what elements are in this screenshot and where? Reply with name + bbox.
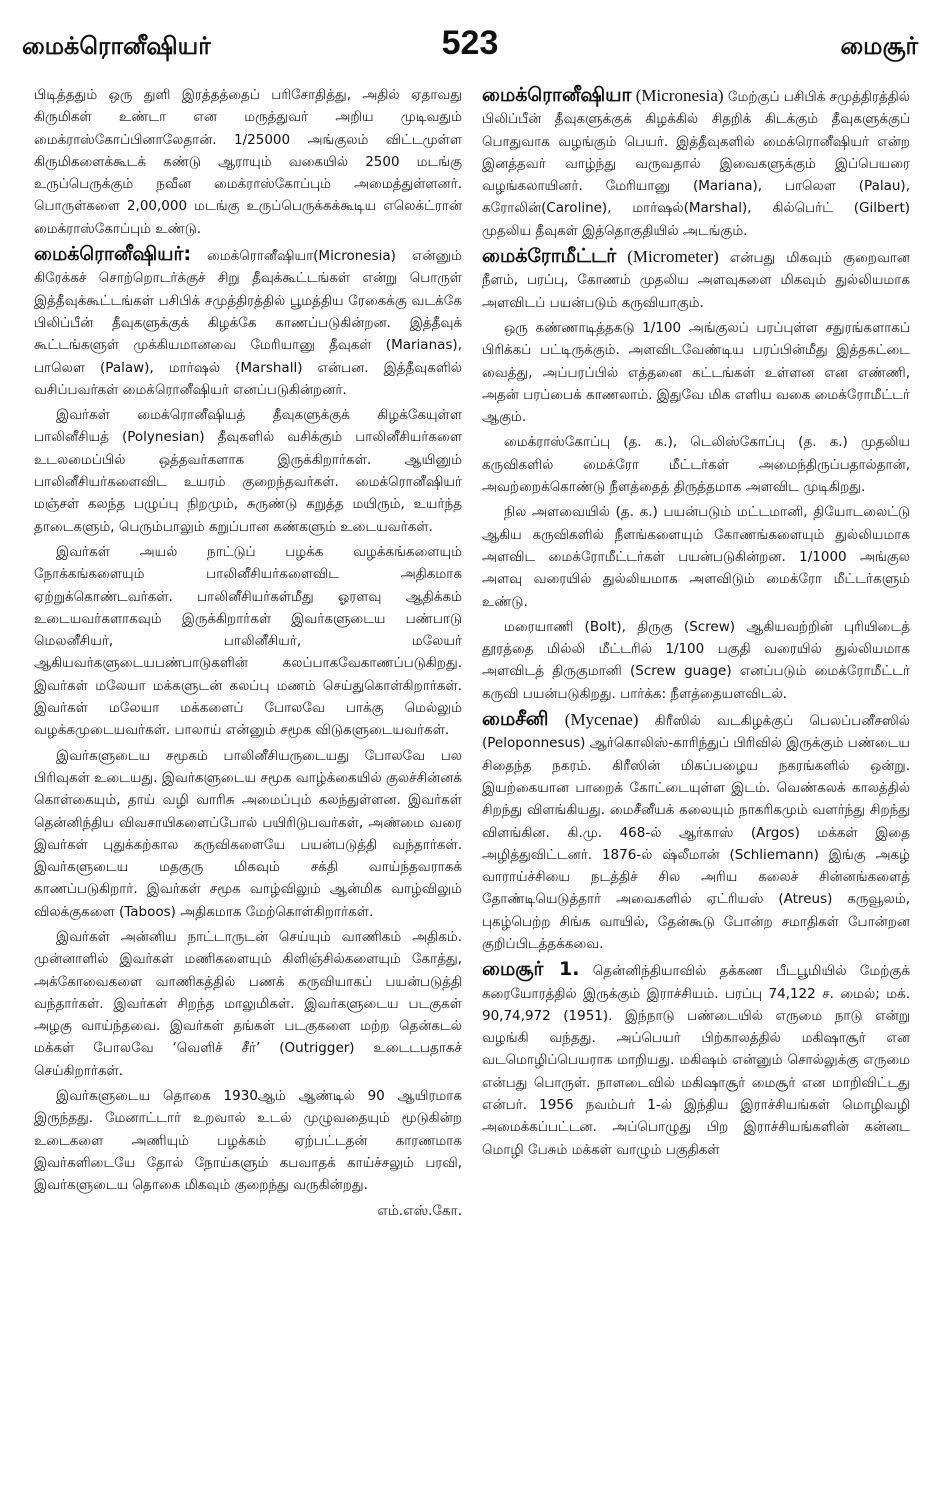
paragraph: இவர்கள் மைக்ரொனீஷியத் தீவுகளுக்குக் கிழக்கேயுள்ள பாலினீசியத் (Polynesian) தீவுகளில் வசிக்கும் பாலினீசியர்களை உடலமைப்பில் ஒத்தவர்களாக இருக்கிறார்கள். ஆயினும் பாலினீசியர்களைவிட உயரம் குறைந்தவர்கள். மைக்ரொனீஷியர் மஞ்சள் கலந்த பழுப்பு நிறமும், சுருண்டு கறுத்த மயிரும், உயர்ந்த தாடைகளும், பெரும்பாலும் கறுப்பான கண்களும் உடையவர்கள். — [34, 407, 462, 535]
paragraph: இவர்களுடைய தொகை 1930ஆம் ஆண்டில் 90 ஆயிரமாக இருந்தது. மேனாட்டார் உறவால் உடல் முழுவதையும் மூடுகின்ற உடைகளை அணியும் பழக்கம் ஏற்பட்டதன் காரணமாக இவர்களிடையே தோல் நோய்களும் கபவாதக் காய்ச்சலும் பரவி, இவர்களுடைய தொகை மிகவும் குறைந்து வருகின்றது. — [34, 1088, 462, 1194]
entry-latin-name: (Micrometer) — [627, 247, 719, 267]
paragraph: நில அளவையில் (த. க.) பயன்படும் மட்டமானி, தியோடலைட்டு ஆகிய கருவிகளில் நீளங்களையும் கோணங்களையும் துல்லியமாக அளவிட மைக்ரோமீட்டர்கள் பயன்படுகின்றன. 1/1000 அங்குல அளவு வரையில் துல்லியமாக அளவிடும் மைக்ரோ மீட்டர்களும் உண்டு. — [482, 504, 910, 610]
paragraph: மரையாணி (Bolt), திருகு (Screw) ஆகியவற்றின் புரியிடைத் தூரத்தை மில்லி மீட்டரில் 1/100 பகுதி வரையில் துல்லியமாக அளவிடத் திருகுமானி (Screw guage) எனப்படும் மைக்ரோமீட்டர் கருவி பயன்படுகிறது. பார்க்க: நீளத்தையளவிடல். — [482, 618, 910, 702]
paragraph: பிடித்ததும் ஒரு துளி இரத்தத்தைப் பரிசோதித்து, அதில் ஏதாவது கிருமிகள் உண்டா என மருத்துவர் அறிய முடிவதும் மைக்ராஸ்கோப்பினாலேதான். 1/25000 அங்குலம் விட்டமுள்ள கிருமிகளைக்கூடக் கண்டு ஆராயும் வகையில் 2500 மடங்கு உருப்பெருக்கும் நவீன மைக்ராஸ்கோப்பும் அமைத்துள்ளனர். பொருள்களை 2,00,000 மடங்கு உருப்பெருக்கக்கூடிய எலெக்ட்ரான் மைக்ராஸ்கோப்பும் உண்டு. — [34, 87, 462, 237]
entry-headword: மைசீனி — [482, 708, 549, 731]
entry-text: தென்னிந்தியாவில் தக்கண பீடபூமியில் மேற்குக் கரையோரத்தில் இருக்கும் இராச்சியம். பரப்பு 74,122 ச. மைல்; மக். 90,74,972 (1951). இந்நாடு பண்டையில் எருமை நாடு என்று வழங்கி வந்தது. அப்பெயர் பிற்காலத்தில் மகிஷாசூர் என வடமொழிப்பெயராக மாறியது. மகிஷம் என்னும் சொல்லுக்கு எருமை என்பது பொருள். நாளடைவில் மகிஷாசூர் மைசூர் என மாறிவிட்டது என்பர். 1956 நவம்பர் 1-ல் இந்திய இராச்சியங்கள் மொழிவழி அமைக்கப்பட்டன. அப்பொழுது பிற இராச்சியங்களின் கன்னட மொழி பேசும் மக்கள் வாழும் பகுதிகள் — [482, 963, 910, 1158]
entry-micronesians — [34, 243, 462, 401]
entry-text: கிரீஸில் வடகிழக்குப் பெலப்பனீசஸில் (Peloponnesus) ஆர்கொலிஸ்-காரிந்துப் பிரிவில் இருக்கும் பண்டைய சிதைந்த நகரம். கிரீஸின் மிகப்பழைய நகரங்களில் ஒன்று. இயற்கையான பாறைக் கோட்டையுள்ள இடம். வெண்கலக் காலத்தில் சிறந்து விளங்கியது. மைசீனீயக் கலையும் நாகரிகமும் வளர்ந்து சிறந்து விளங்கின. கி.மு. 468-ல் ஆர்காஸ் (Argos) மக்கள் இதை அழித்துவிட்டனர். 1876-ல் ஷ்லீமான் (Schliemann) இங்கு அகழ் வாராய்ச்சியை நடத்திச் சில அரிய கலைச் சின்னங்களைத் தோண்டியெடுத்தார் அவைகளில் ஏட்ரியஸ் (Atreus) கருவூலம், புகழ்பெற்ற சிங்க வாயில், தேன்கூடு போன்ற சமாதிகள் போன்றன குறிப்பிடத்தக்கவை. — [482, 713, 910, 952]
paragraph: ஒரு கண்ணாடித்தகடு 1/100 அங்குலப் பரப்புள்ள சதுரங்களாகப் பிரிக்கப் பட்டிருக்கும். அளவிடவேண்டிய பரப்பின்மீது இத்தகட்டை வைத்து, அப்பரப்பில் எத்தனை கட்டங்கள் உள்ளன என எண்ணி, அதன் பரப்பைக் காணலாம். இதுவே மிக எளிய வகை மைக்ரோமீட்டர் ஆகும். — [482, 319, 910, 426]
entry-latin-name: (Micronesia) — [635, 86, 724, 105]
page-header — [0, 0, 940, 80]
entry-micrometer — [482, 245, 910, 314]
entry-text: மைக்ரொனீஷியா(Micronesia) என்னும் கிரேக்கச் சொற்றொடர்க்குச் சிறு தீவுக்கூட்டங்கள் என்று பொருள் இத்தீவுக்கூட்டங்கள் பசிபிக் சமுத்திரத்தில் பூமத்திய ரேகைக்கு வடக்கே பிலிப்பீன் தீவுகளுக்குக் கிழக்கே காணப்படுகின்றன. இத்தீவுக் கூட்டங்களுள் முக்கியமானவை மேரியானு தீவுகள் (Marianas), பாலௌ (Palaw), மார்ஷல் (Marshall) என்பன. இத்தீவுகளில் வசிப்பவர்கள் மைக்ரொனீஷியர் எனப்படுகின்றனர். — [34, 248, 462, 398]
entry-latin-name: (Mycenae) — [564, 710, 639, 730]
right-column — [482, 84, 910, 1484]
entry-headword: மைக்ரொனீஷியர்: — [34, 243, 192, 266]
entry-mysore — [482, 958, 910, 1161]
paragraph: இவர்கள் அயல் நாட்டுப் பழக்க வழக்கங்களையும் நோக்கங்களையும் பாலினீசியர்களைவிட அதிகமாக ஏற்றுக்கொண்டவர்கள். பாலினீசியர்கள்மீது ஓரளவு ஆதிக்கம் உடையவர்களாகவும் இருக்கிறார்கள் இவர்களுடைய பண்பாடு மெலனீசியர், பாலினீசியர், மலேயர் ஆகியவர்களுடையபண்பாடுகளின் கலப்பாகவேகாணப்படுகிறது. இவர்கள் மலேயா மக்களுடன் கலப்பு மணம் செய்துகொள்கிறார்கள். இவர்கள் மலேயா மக்களைப் போலவே பாக்கு மெல்லும் வழக்கமுடையவர்கள். பாலாய் என்னும் சமூக விடுகளுடையவர்கள். — [34, 543, 462, 739]
running-head-right: மைசூர் — [840, 32, 918, 60]
entry-headword: மைசூர் 1. — [482, 958, 580, 981]
paragraph: இவர்களுடைய சமூகம் பாலினீசியருடையது போலவே பல பிரிவுகள் உடையது. இவர்களுடைய சமூக வாழ்க்கையில் குலச்சின்னக் கொள்கையும், தாய் வழி வாரிசு அமைப்பும் கலந்துள்ளன. இவர்கள் தென்னிந்திய விவசாயிகளைப்போல் பயிரிடுபவர்கள், அண்மை வரை இவர்கள் புதுக்கற்கால கருவிகளையே பயன்படுத்தி வந்தார்கள். இவர்களுடைய மதகுரு மிகவும் சக்தி வாய்ந்தவராகக் காணப்படுகிறார். இவர்கள் சமூக வாழ்விலும் ஆன்மிக வாழ்விலும் விலக்குகளை (Taboos) அதிகமாக மேற்கொள்கிறார்கள். — [34, 747, 462, 920]
left-column — [34, 84, 462, 1484]
paragraph: இவர்கள் அன்னிய நாட்டாருடன் செய்யும் வாணிகம் அதிகம். முன்னாளில் இவர்கள் மணிகளையும் கிளிஞ்சில்களையும் கோத்து, அக்கோவைகளை வாணிகத்தில் பணக் கருவியாகப் பயன்படுத்தி வந்தார்கள். இவர்கள் சிறந்த மாலுமிகள். இவர்களுடைய படகுகள் அழகு வாய்ந்தவை. இவர்கள் தங்கள் படகுகளை மற்ற தென்கடல் மக்கள் போலவே ‘வெளிச் சீர்’ (Outrigger) உடைடபதாகச் செய்கிறார்கள். — [34, 928, 462, 1079]
entry-text: என்பது மிகவும் குறைவான நீளம், பரப்பு, கோணம் முதலிய அளவுகளை மிகவும் துல்லியமாக அளவிடப் பயன்படும் கருவியாகும். — [482, 250, 910, 311]
entry-headword: மைக்ரோமீட்டர் — [482, 245, 617, 268]
running-head-left: மைக்ரொனீஷியர் — [22, 32, 211, 60]
entry-micronesia — [482, 84, 910, 242]
entry-headword: மைக்ரொனீஷியா — [482, 84, 632, 106]
paragraph: மைக்ராஸ்கோப்பு (த. க.), டெலிஸ்கோப்பு (த. க.) முதலிய கருவிகளில் மைக்ரோ மீட்டர்கள் அமைந்திருப்பதால்தான், அவற்றைக்கொண்டு நீளத்தைத் திருத்தமாக அளவிட முடிகிறது. — [482, 434, 910, 496]
entry-mycenae — [482, 708, 910, 955]
author-signature: எம்.எஸ்.கோ. — [377, 1202, 462, 1219]
entry-text: மேற்குப் பசிபிக் சமுத்திரத்தில் பிலிப்பீன் தீவுகளுக்குக் கிழக்கில் சிதறிக் கிடக்கும் தீவுகளுக்குப் பொதுவாக வழங்கும் பெயர். இத்தீவுகளில் மைக்ரொனீஷியர் என்ற இனத்தவர் வாழ்ந்து வருவதால் இவைகளுக்கும் இப்பெயரை வழங்கலாயினர். மேரியானு (Mariana), பாலௌ (Palau), கரோலின்(Caroline), மார்ஷல்(Marshal), கில்பெர்ட் (Gilbert) முதலிய தீவுகள் இத்தொகுதியில் அடங்கும். — [482, 89, 910, 239]
page-number: 523 — [441, 24, 499, 62]
